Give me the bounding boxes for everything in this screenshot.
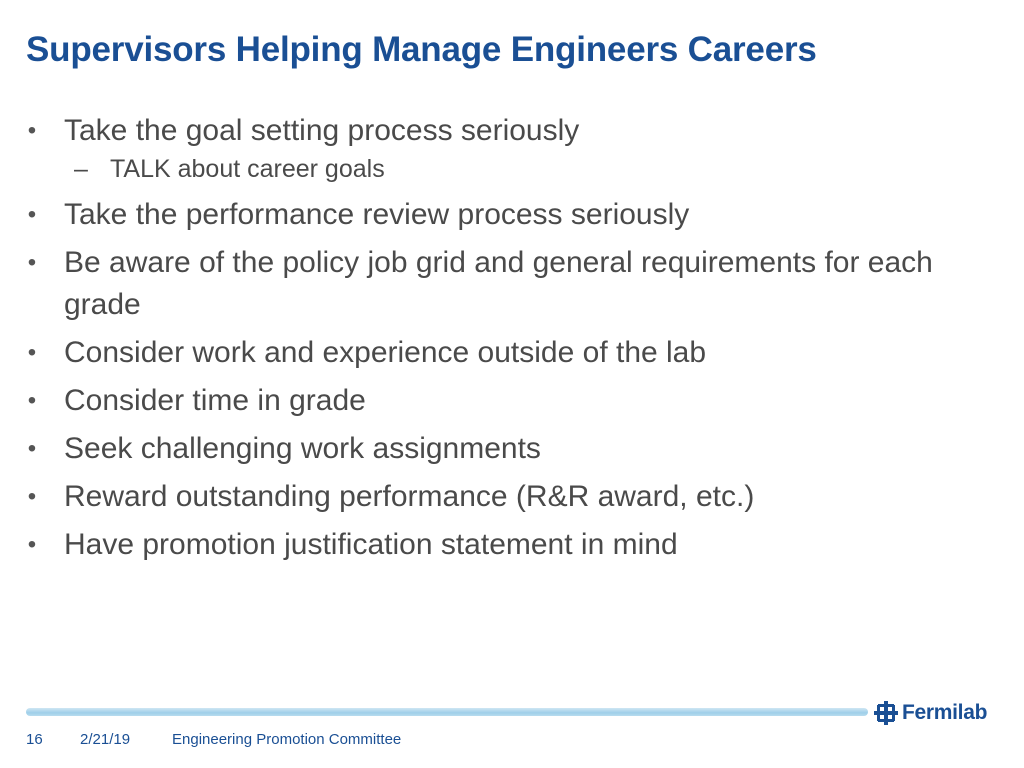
bullet-marker: •: [27, 387, 37, 414]
bullet-item: [22, 110, 1002, 152]
sub-bullet-marker: –: [74, 155, 88, 183]
sub-bullet-item: [22, 152, 1002, 186]
sub-bullet-text: TALK about career goals: [110, 155, 385, 183]
bullet-marker: •: [27, 435, 37, 462]
bullet-text: Seek challenging work assignments: [64, 432, 541, 465]
bullet-text: Reward outstanding performance (R&R award, etc.): [64, 480, 755, 513]
bullet-text: Be aware of the policy job grid and general requirements for each grade: [64, 246, 933, 321]
footer-divider-bar: [26, 708, 868, 716]
fermilab-logo: [874, 700, 987, 726]
bullet-item: [22, 524, 1002, 566]
bullet-list: [22, 110, 1002, 572]
bullet-text: Take the goal setting process seriously: [64, 114, 580, 147]
bullet-text: Consider time in grade: [64, 384, 366, 417]
footer-committee: Engineering Promotion Committee: [172, 731, 402, 748]
bullet-marker: •: [27, 201, 37, 228]
bullet-marker: •: [27, 531, 37, 558]
logo-text: Fermilab: [902, 701, 988, 724]
fermilab-logo-icon: [874, 701, 898, 725]
bullet-marker: •: [27, 339, 37, 366]
slide-title: Supervisors Helping Manage Engineers Careers: [26, 30, 817, 69]
bullet-text: Take the performance review process seriously: [64, 198, 690, 231]
bullet-item: [22, 380, 1002, 422]
bullet-item: [22, 428, 1002, 470]
bullet-marker: •: [27, 117, 37, 144]
page-number: 16: [26, 731, 43, 748]
bullet-item: [22, 332, 1002, 374]
footer-date: 2/21/19: [80, 731, 131, 748]
bullet-marker: •: [27, 249, 37, 276]
bullet-text: Consider work and experience outside of the lab: [64, 336, 707, 369]
bullet-marker: •: [27, 483, 37, 510]
bullet-item: [22, 194, 1002, 236]
bullet-item: [22, 476, 1002, 518]
bullet-text: Have promotion justification statement in mind: [64, 528, 678, 561]
bullet-item: [22, 242, 1002, 326]
